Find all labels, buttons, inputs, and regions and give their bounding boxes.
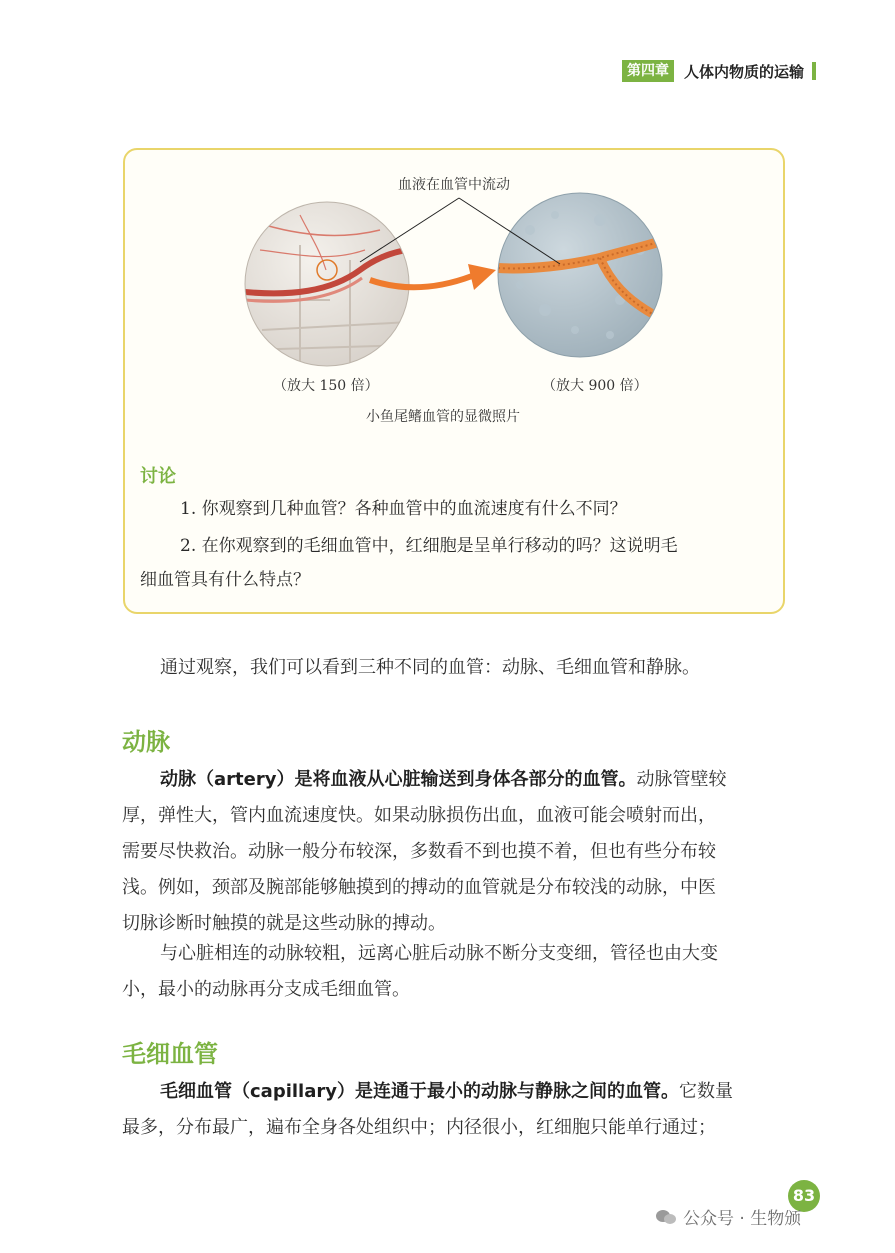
- capillary-paragraph-1: 毛细血管（capillary）是连通于最小的动脉与静脉之间的血管。它数量 最多，分布最广，遍布全身各处组织中；内径很小，红细胞只能单行通过；: [122, 1081, 733, 1138]
- discussion-question-1: 1. 你观察到几种血管？各种血管中的血流速度有什么不同？: [180, 499, 627, 519]
- section-heading-capillary: 毛细血管: [122, 1040, 218, 1068]
- watermark: [655, 1204, 801, 1229]
- intro-paragraph: 通过观察，我们可以看到三种不同的血管：动脉、毛细血管和静脉。: [160, 657, 700, 678]
- figure-caption: 小鱼尾鳍血管的显微照片: [366, 409, 520, 425]
- right-magnification-caption: （放大 900 倍）: [542, 378, 648, 394]
- artery-definition: 动脉（artery）是将血液从心脏输送到身体各部分的血管。: [160, 769, 637, 790]
- artery-paragraph-2: 与心脏相连的动脉较粗，远离心脏后动脉不断分支变细，管径也由大变 小，最小的动脉再分支成毛细血管。: [122, 943, 718, 1000]
- pointer-label: 血液在血管中流动: [398, 177, 510, 193]
- artery-paragraph-1: 动脉（artery）是将血液从心脏输送到身体各部分的血管。动脉管壁较 厚，弹性大，管内血流速度快。如果动脉损伤出血，血液可能会喷射而出， 需要尽快救治。动脉一般分布较深，多数看不到也摸不着，但也有些分布较 浅。例如，颈部及腕部能够触摸到的搏动的血管就是分布较浅的动脉，中医 切脉诊断时触摸的就是这些动脉的搏动。: [122, 769, 727, 934]
- page-number: 83: [788, 1180, 820, 1212]
- discussion-question-2-cont: 细血管具有什么特点？: [140, 570, 310, 590]
- section-heading-artery: 动脉: [122, 728, 170, 756]
- discussion-question-2: 2. 在你观察到的毛细血管中，红细胞是呈单行移动的吗？这说明毛: [180, 536, 678, 556]
- capillary-definition: 毛细血管（capillary）是连通于最小的动脉与静脉之间的血管。: [160, 1081, 679, 1102]
- micrograph-900x: [498, 193, 665, 357]
- arrow-head-icon: [468, 264, 496, 290]
- wechat-icon: [655, 1209, 677, 1225]
- left-magnification-caption: （放大 150 倍）: [273, 378, 379, 394]
- chapter-title: 人体内物质的运输: [684, 62, 805, 81]
- chapter-badge: 第四章: [622, 60, 674, 82]
- discussion-title: 讨论: [140, 466, 176, 487]
- watermark-text: 公众号 · 生物颁: [683, 1209, 802, 1229]
